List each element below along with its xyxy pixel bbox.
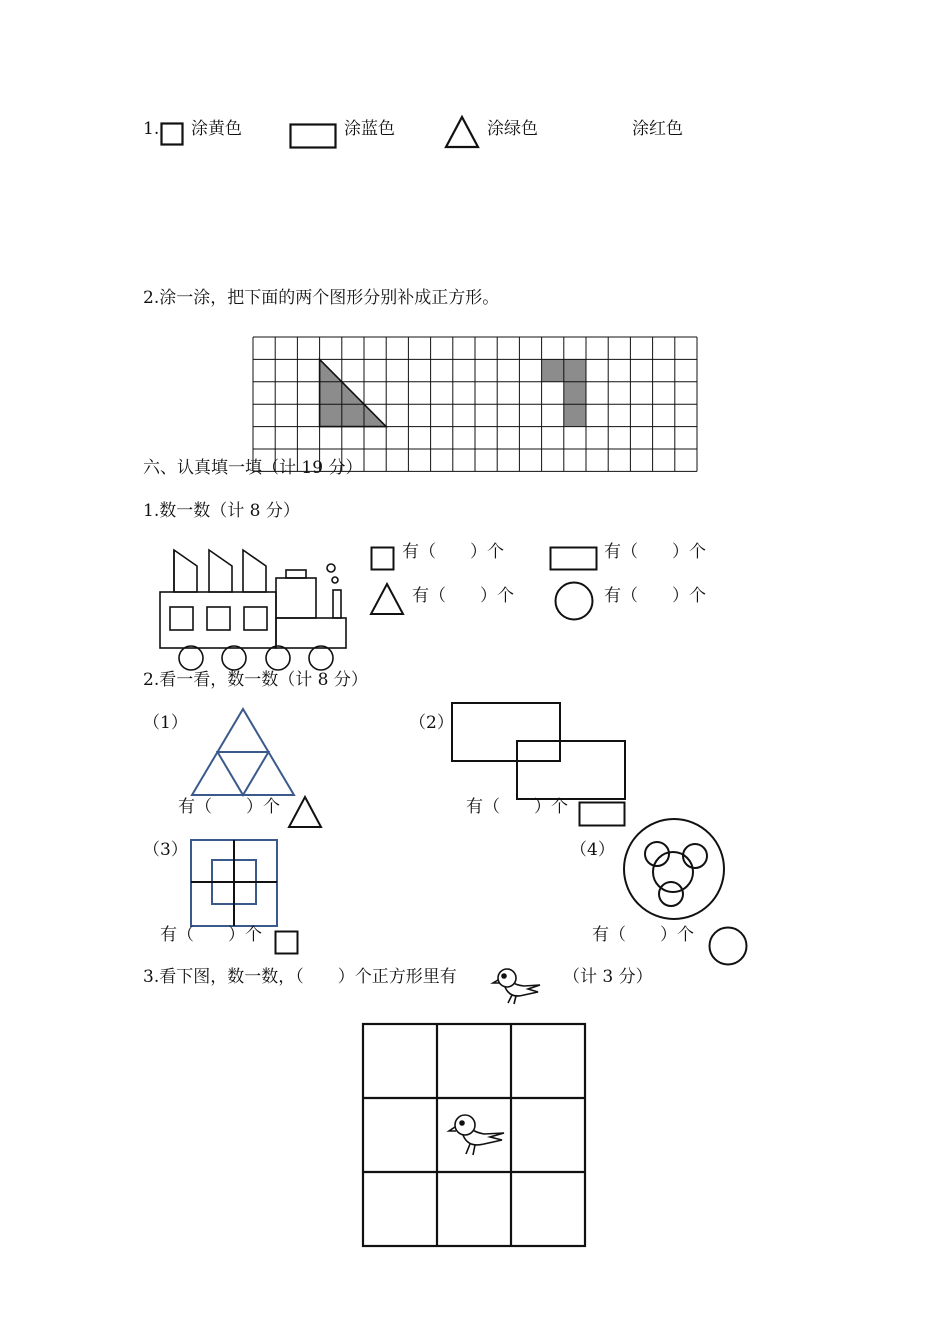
triangle-count-icon (369, 582, 405, 616)
circles-figure (622, 817, 728, 923)
rectangles-figure (450, 701, 628, 801)
sub2-number: （2） (409, 713, 454, 733)
sub3-answer: 有（ ）个 (160, 925, 262, 945)
train-drawing (157, 544, 349, 672)
sub1-answer: 有（ ）个 (178, 797, 280, 817)
circle-answer-icon (707, 925, 749, 967)
q1-number: 1. (143, 119, 160, 139)
count-question-2: 2.看一看，数一数（计 8 分） (143, 670, 368, 690)
triangle-figure (190, 706, 298, 798)
rectangle-count-icon (549, 546, 599, 572)
label-green: 涂绿色 (487, 119, 538, 139)
rectangle-count-answer: 有（ ）个 (604, 542, 706, 562)
sub3-number: （3） (143, 840, 188, 860)
triangle-answer-icon (287, 795, 323, 829)
squares-figure (189, 837, 281, 929)
sub4-answer: 有（ ）个 (592, 925, 694, 945)
triangle-icon (444, 115, 480, 149)
sub4-number: （4） (570, 840, 615, 860)
shaded-cell (542, 359, 564, 381)
small-square-icon (160, 122, 184, 146)
section-six-title: 六、认真填一填（计 19 分） (143, 458, 363, 478)
label-blue: 涂蓝色 (344, 119, 395, 139)
sub2-answer: 有（ ）个 (466, 797, 568, 817)
square-count-icon (370, 546, 396, 572)
circle-count-icon (553, 580, 595, 622)
square-answer-icon (274, 930, 300, 956)
shaded-cell (564, 382, 586, 404)
label-red: 涂红色 (632, 119, 683, 139)
shaded-cell (564, 404, 586, 426)
count-question-1: 1.数一数（计 8 分） (143, 501, 300, 521)
q2-instruction: 2.涂一涂，把下面的两个图形分别补成正方形。 (143, 288, 500, 308)
label-yellow: 涂黄色 (191, 119, 242, 139)
count-question-3-score: （计 3 分） (563, 967, 653, 987)
coloring-grid (252, 336, 698, 472)
sub1-number: （1） (143, 713, 188, 733)
bird-icon (490, 965, 544, 1007)
triangle-count-answer: 有（ ）个 (412, 586, 514, 606)
circle-count-answer: 有（ ）个 (604, 586, 706, 606)
rectangle-icon (289, 123, 337, 149)
square-count-answer: 有（ ）个 (402, 542, 504, 562)
rectangle-answer-icon (578, 801, 626, 827)
count-question-3-text: 3.看下图，数一数，（ ）个正方形里有 (143, 967, 457, 987)
shaded-cell (564, 359, 586, 381)
grid-bird-icon (446, 1110, 506, 1158)
